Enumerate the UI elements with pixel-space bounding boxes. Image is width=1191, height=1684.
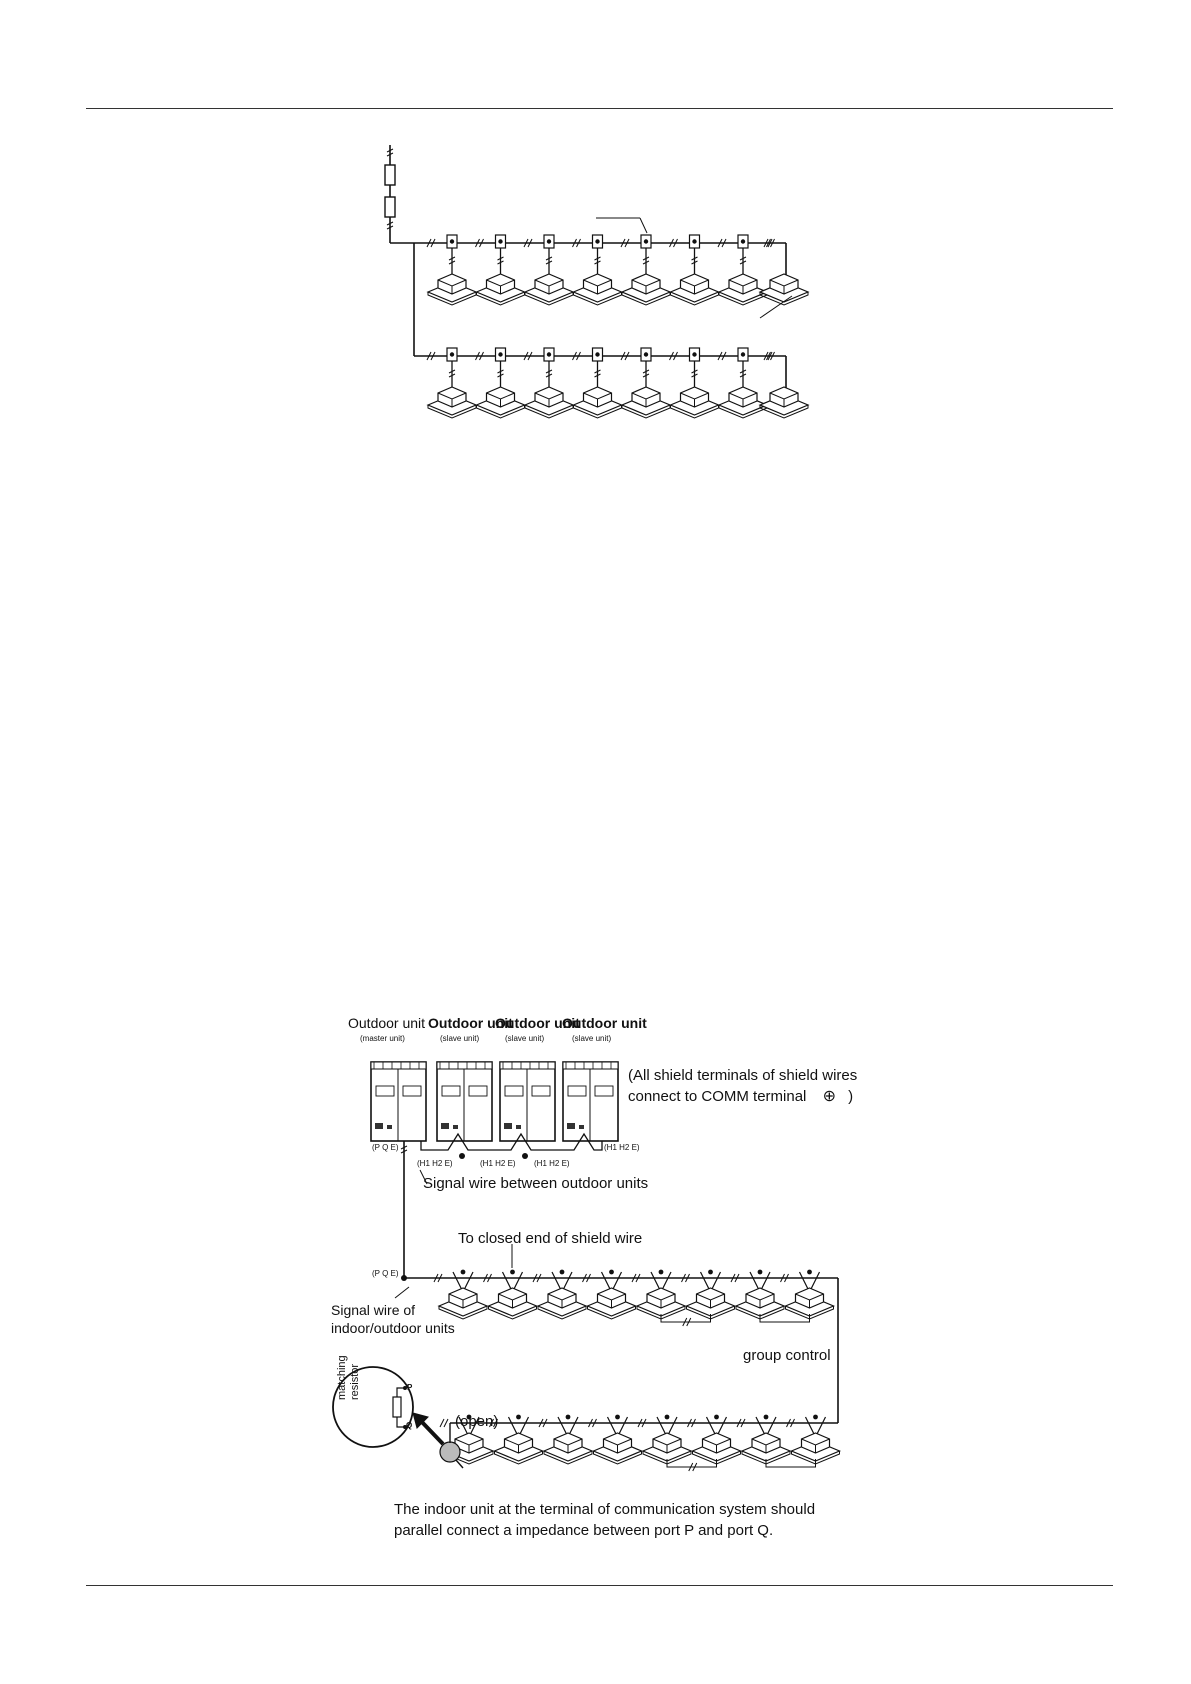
group-control-label: group control <box>743 1347 831 1364</box>
shield-note-text: connect to COMM terminal <box>628 1088 807 1105</box>
outdoor-unit-icon <box>371 1062 426 1141</box>
junction-dot <box>807 1270 812 1275</box>
leader-line <box>395 1287 409 1298</box>
terminal-node-icon <box>440 1442 460 1462</box>
group-control-wire <box>760 1314 810 1322</box>
junction-dot <box>813 1415 818 1420</box>
callout-arrow <box>420 1420 443 1444</box>
group-control-wire <box>766 1459 816 1467</box>
outdoor-unit-title-1: Outdoor unit <box>348 1015 426 1031</box>
outdoor-unit-icon <box>500 1062 555 1141</box>
junction-dot <box>714 1415 719 1420</box>
junction-dot <box>764 1415 769 1420</box>
junction-dot <box>659 1270 664 1275</box>
indoor-unit-icon <box>594 1433 642 1464</box>
bottom-note-line-1: The indoor unit at the terminal of communication system should <box>394 1501 816 1518</box>
indoor-unit-icon <box>439 1288 487 1319</box>
terminal-label-master: (P Q E) <box>372 1143 399 1152</box>
terminal-label-slave-1: (H1 H2 E) <box>417 1159 453 1168</box>
outdoor-unit-role-3: (slave unit) <box>505 1034 545 1043</box>
signal-indoor-label-1: Signal wire of <box>331 1302 416 1318</box>
outdoor-unit-role-4: (slave unit) <box>572 1034 612 1043</box>
indoor-unit-icon <box>538 1288 586 1319</box>
junction-dot <box>758 1270 763 1275</box>
resistor-label-2: resistor <box>349 1363 361 1400</box>
junction-dot <box>665 1415 670 1420</box>
bottom-note-line-2: parallel connect a impedance between port P and port Q. <box>394 1522 774 1539</box>
terminal-label-slave-3: (H1 H2 E) <box>534 1159 570 1168</box>
outdoor-unit-role-2: (slave unit) <box>440 1034 480 1043</box>
terminal-label-slave-2: (H1 H2 E) <box>480 1159 516 1168</box>
shield-dot <box>522 1153 528 1159</box>
outdoor-unit-title-2: Outdoor unit <box>428 1015 513 1031</box>
port-q-label: Q <box>406 1421 413 1430</box>
junction-dot <box>461 1270 466 1275</box>
junction-dot <box>609 1270 614 1275</box>
junction-dot <box>566 1415 571 1420</box>
shield-note-line-2 <box>628 1088 853 1106</box>
closed-end-label: To closed end of shield wire <box>458 1230 643 1247</box>
port-p-label: P <box>407 1383 413 1392</box>
indoor-unit-icon <box>495 1433 543 1464</box>
footer-rule <box>86 1585 1113 1586</box>
indoor-unit-icon <box>588 1288 636 1319</box>
shield-dot <box>459 1153 465 1159</box>
outdoor-unit-title-4: Outdoor unit <box>562 1015 647 1031</box>
shield-note-close: ) <box>848 1088 854 1105</box>
indoor-unit-icon <box>544 1433 592 1464</box>
junction-dot <box>615 1415 620 1420</box>
comm-terminal-symbol: ⊕ <box>822 1088 836 1105</box>
terminal-label-indoor: (P Q E) <box>372 1269 399 1278</box>
junction-dot <box>510 1270 515 1275</box>
junction-dot <box>560 1270 565 1275</box>
resistor-label-1: matching <box>336 1355 348 1400</box>
open-label: (open) <box>455 1413 499 1430</box>
outdoor-unit-role-1: (master unit) <box>360 1034 405 1043</box>
shield-note-line-1: (All shield terminals of shield wires <box>628 1067 858 1084</box>
terminal-label-slave-end: (H1 H2 E) <box>604 1143 640 1152</box>
junction-dot <box>516 1415 521 1420</box>
indoor-unit-icon <box>489 1288 537 1319</box>
resistor-icon <box>393 1397 401 1417</box>
outdoor-unit-icon <box>563 1062 618 1141</box>
wire-break-mark <box>440 1419 448 1427</box>
outdoor-unit-icon <box>437 1062 492 1141</box>
outdoor-unit-title-3: Outdoor unit <box>495 1015 580 1031</box>
signal-outdoor-label: Signal wire between outdoor units <box>423 1175 649 1192</box>
junction-dot <box>708 1270 713 1275</box>
signal-indoor-label-2: indoor/outdoor units <box>331 1320 455 1336</box>
